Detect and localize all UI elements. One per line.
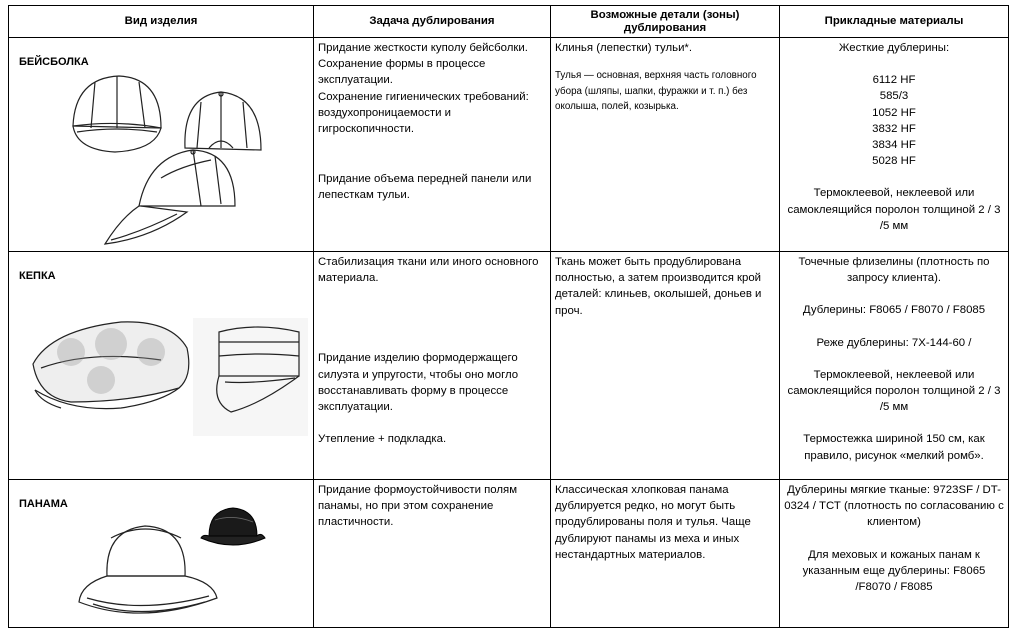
product-cell-baseball-cap <box>9 38 314 252</box>
task-cell-flat-cap: Стабилизация ткани или иного основного материала. Придание изделию формодержащего силуэта и упругости, чтобы оно могло восстанавливать форму в процессе эксплуатации. Утепление + подкладка. <box>314 252 551 480</box>
details-cell-flat-cap: Ткань может быть продублирована полностью, а затем производится крой деталей: клиньев, околышей, доньев и проч. <box>551 252 780 480</box>
table-row-flat-cap <box>9 252 1009 480</box>
product-name: ПАНАМА <box>19 498 68 510</box>
header-row <box>9 6 1009 38</box>
hat-duplication-table <box>8 5 1009 628</box>
baseball-cap-illustration <box>11 38 311 248</box>
header-materials: Прикладные материалы <box>780 6 1009 38</box>
details-cell-baseball-cap: Клинья (лепестки) тульи*. Тулья — основная, верхняя часть головного убора (шляпы, шапки, фуражки и т. п.) без околыша, полей, козырька. <box>551 38 780 252</box>
bucket-hat-illustration <box>11 480 311 626</box>
table-row-baseball-cap <box>9 38 1009 252</box>
flat-cap-illustration <box>11 252 311 476</box>
header-product-type: Вид изделия <box>9 6 314 38</box>
product-name: БЕЙСБОЛКА <box>19 56 89 68</box>
materials-cell-bucket-hat: Дублерины мягкие тканые: 9723SF / DT-0324 / ТСТ (плотность по согласованию с клиентом) Для меховых и кожаных панам к указанным еще дублерины: F8065 /F8070 / F8085 <box>780 480 1009 628</box>
task-cell-baseball-cap: Придание жесткости куполу бейсболки. Сохранение формы в процессе эксплуатации. Сохранение гигиенических требований: воздухопроницаемости и гигроскопичности. Придание объема передней панели или лепесткам тульи. <box>314 38 551 252</box>
product-cell-bucket-hat <box>9 480 314 628</box>
materials-cell-baseball-cap: Жесткие дублерины: 6112 HF 585/3 1052 HF 3832 HF 3834 HF 5028 HF Термоклеевой, неклеевой или самоклеящийся поролон толщиной 2 / 3 /5 мм <box>780 38 1009 252</box>
footnote-crown: Тулья — основная, верхняя часть головного убора (шляпы, шапки, фуражки и т. п.) без околыша, полей, козырька. <box>555 70 757 113</box>
header-duplication-task: Задача дублирования <box>314 6 551 38</box>
table-row-bucket-hat <box>9 480 1009 628</box>
product-name: КЕПКА <box>19 270 56 282</box>
materials-cell-flat-cap: Точечные флизелины (плотность по запросу клиента). Дублерины: F8065 / F8070 / F8085 Реже дублерины: 7Х-144-60 / Термоклеевой, неклеевой или самоклеящийся поролон толщиной 2 / 3 /5 мм Термостежка шириной 150 см, как правило, рисунок «мелкий ромб». <box>780 252 1009 480</box>
details-cell-bucket-hat: Классическая хлопковая панама дублируется редко, но могут быть продублированы поля и тулья. Чаще дублируют панамы из меха и иных нестандартных материалов. <box>551 480 780 628</box>
product-cell-flat-cap <box>9 252 314 480</box>
task-cell-bucket-hat: Придание формоустойчивости полям панамы, но при этом сохранение пластичности. <box>314 480 551 628</box>
header-duplication-zones: Возможные детали (зоны) дублирования <box>551 6 780 38</box>
